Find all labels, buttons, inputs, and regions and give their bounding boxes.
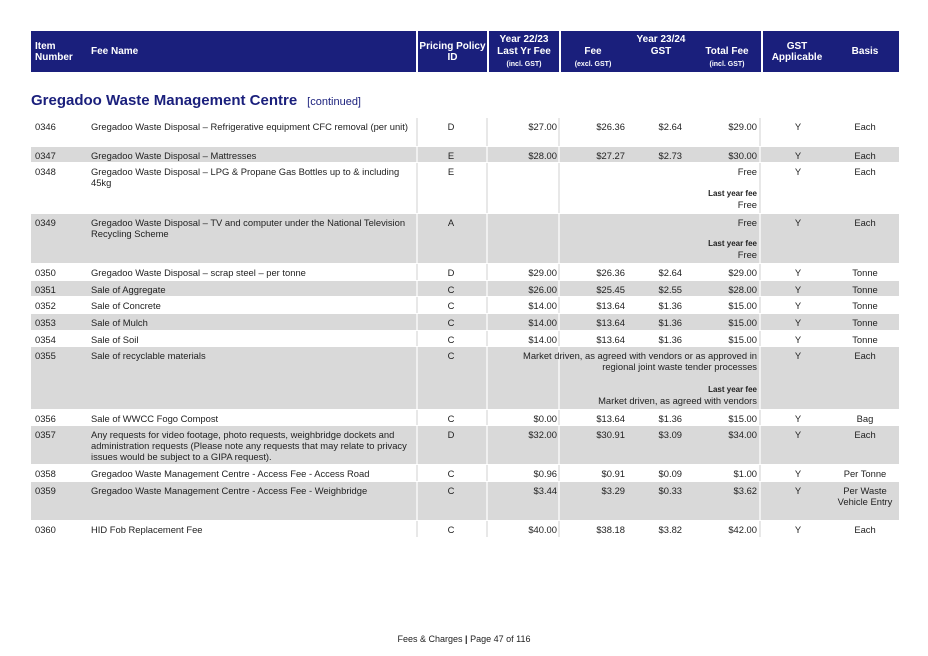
fee-excl-gst: $30.91 [596,429,625,440]
column-divider [759,163,761,213]
last-year-fee-label: Last year fee [708,239,757,248]
last-year-fee: $26.00 [528,284,557,295]
basis: Tonne [852,284,878,295]
basis: Each [854,166,876,177]
basis: Per Tonne [843,468,887,479]
table-row [31,163,899,213]
basis: Each [854,350,876,361]
fee-excl-gst: $3.29 [601,485,625,496]
last-year-fee: $32.00 [528,429,557,440]
header-band-gst-basis [763,31,899,72]
last-year-fee-value: Market driven, as agreed with vendors [598,395,757,406]
column-divider [759,297,761,313]
column-divider [486,521,488,537]
header-pricing-policy: Pricing Policy ID [419,41,486,63]
item-number: 0347 [35,150,56,161]
basis: Each [854,217,876,228]
footer-doc-title: Fees & Charges [397,634,463,644]
column-divider [759,465,761,481]
header-excl-gst: (excl. GST) [574,61,612,68]
footer-page-number: Page 47 of 116 [470,634,531,644]
column-divider [486,347,488,409]
header-incl-gst: (incl. GST) [506,61,542,68]
item-number: 0353 [35,317,56,328]
gst-applicable: Y [794,300,802,311]
table-row [31,281,899,296]
last-year-fee: $40.00 [528,524,557,535]
last-year-fee: $28.00 [528,150,557,161]
gst-amount: $2.73 [658,150,682,161]
total-fee: $1.00 [733,468,757,479]
pricing-policy: C [447,350,455,361]
header-last-yr-fee: Last Yr Fee [497,46,551,57]
fee-excl-gst: $26.36 [596,121,625,132]
total-fee: $15.00 [728,334,757,345]
last-year-fee: $14.00 [528,334,557,345]
fee-name: Sale of Aggregate [91,284,166,295]
item-number: 0354 [35,334,56,345]
basis: Each [854,121,876,132]
section-title-text: Gregadoo Waste Management Centre [31,92,298,109]
gst-amount: $2.55 [658,284,682,295]
basis: Each [854,150,876,161]
column-divider [759,331,761,346]
footer-separator: | [465,634,468,644]
column-divider [486,426,488,464]
header-gst-applicable: GST Applicable [771,41,823,63]
gst-applicable: Y [794,166,802,177]
gst-applicable: Y [794,267,802,278]
item-number: 0349 [35,217,56,228]
gst-amount: $1.36 [658,317,682,328]
fee-excl-gst: $13.64 [596,317,625,328]
last-year-fee-value: Free [737,249,757,260]
pricing-policy: E [447,166,455,177]
last-year-fee: $14.00 [528,300,557,311]
gst-amount: $3.82 [658,524,682,535]
gst-applicable: Y [794,429,802,440]
column-divider [759,281,761,296]
basis: Tonne [852,334,878,345]
gst-applicable: Y [794,217,802,228]
gst-applicable: Y [794,317,802,328]
gst-applicable: Y [794,284,802,295]
table-row [31,331,899,346]
column-divider [759,426,761,464]
item-number: 0351 [35,284,56,295]
column-divider [759,521,761,537]
column-divider [759,264,761,280]
column-divider [558,147,560,162]
total-fee: $28.00 [728,284,757,295]
fee-name: Gregadoo Waste Disposal – scrap steel – per tonne [91,267,306,278]
fee-name: HID Fob Replacement Fee [91,524,203,535]
column-divider [759,347,761,409]
fee-note: Market driven, as agreed with vendors or as approved in regional joint waste tender processes [523,350,757,372]
item-number: 0348 [35,166,56,177]
pricing-policy: C [447,413,455,424]
column-divider [486,163,488,213]
last-year-fee: $0.00 [533,413,557,424]
column-divider [759,147,761,162]
header-year-curr: Year 23/24 [636,34,686,45]
header-basis: Basis [851,46,879,57]
column-divider [558,118,560,146]
header-band-curr-year [561,31,761,72]
table-row [31,214,899,263]
basis: Tonne [852,267,878,278]
gst-applicable: Y [794,350,802,361]
column-divider [558,264,560,280]
header-band-prev-year [489,31,559,72]
column-divider [759,410,761,425]
column-divider [486,297,488,313]
basis: Bag [856,413,874,424]
pricing-policy: C [447,524,455,535]
gst-applicable: Y [794,150,802,161]
column-divider [558,521,560,537]
total-fee: $42.00 [728,524,757,535]
fee-excl-gst: $38.18 [596,524,625,535]
table-row [31,147,899,162]
pricing-policy: D [447,267,455,278]
last-year-fee: $3.44 [533,485,557,496]
fee-name: Gregadoo Waste Disposal – LPG & Propane Gas Bottles up to & including 45kg [91,166,400,188]
last-year-fee: $14.00 [528,317,557,328]
total-fee: $34.00 [728,429,757,440]
column-divider [486,214,488,263]
gst-amount: $2.64 [658,121,682,132]
table-row [31,297,899,313]
table-row [31,465,899,481]
fee-name: Sale of Soil [91,334,139,345]
table-row [31,314,899,330]
column-divider [486,465,488,481]
basis: Tonne [852,317,878,328]
column-divider [558,426,560,464]
column-divider [558,465,560,481]
column-divider [558,331,560,346]
fee-name: Gregadoo Waste Disposal – TV and computer under the National Television Recycling Scheme [91,217,406,239]
gst-amount: $1.36 [658,413,682,424]
column-divider [558,482,560,520]
gst-amount: $1.36 [658,334,682,345]
gst-amount: $1.36 [658,300,682,311]
total-fee: $15.00 [728,300,757,311]
pricing-policy: D [447,429,455,440]
last-year-fee-label: Last year fee [708,385,757,394]
page-footer [0,634,928,644]
column-divider [486,314,488,330]
fee-excl-gst: $13.64 [596,413,625,424]
header-incl-gst-total: (incl. GST) [709,61,745,68]
table-row [31,482,899,520]
last-year-fee-label: Last year fee [708,189,757,198]
fee-name: Sale of WWCC Fogo Compost [91,413,219,424]
column-divider [759,214,761,263]
header-fee: Fee [584,46,602,57]
section-continued: [continued] [307,96,361,108]
section-title [31,92,361,109]
gst-applicable: Y [794,485,802,496]
fee-name: Sale of Mulch [91,317,148,328]
last-year-fee-value: Free [737,199,757,210]
item-number: 0350 [35,267,56,278]
table-row [31,521,899,537]
pricing-policy: C [447,485,455,496]
item-number: 0359 [35,485,56,496]
item-number: 0357 [35,429,56,440]
table-row [31,347,899,409]
fee-note: Free [737,166,757,177]
item-number: 0355 [35,350,56,361]
gst-applicable: Y [794,468,802,479]
pricing-policy: C [447,468,455,479]
fee-excl-gst: $13.64 [596,334,625,345]
fee-excl-gst: $26.36 [596,267,625,278]
header-fee-name: Fee Name [91,46,139,57]
fee-excl-gst: $13.64 [596,300,625,311]
fee-name: Gregadoo Waste Management Centre - Access Fee - Weighbridge [91,485,368,496]
header-year-prev: Year 22/23 [499,34,549,45]
gst-amount: $0.09 [658,468,682,479]
fee-name: Gregadoo Waste Disposal – Refrigerative equipment CFC removal (per unit) [91,121,408,132]
gst-applicable: Y [794,334,802,345]
item-number: 0346 [35,121,56,132]
header-gst: GST [650,46,672,57]
basis: Tonne [852,300,878,311]
column-divider [486,118,488,146]
total-fee: $30.00 [728,150,757,161]
last-year-fee: $0.96 [533,468,557,479]
item-number: 0358 [35,468,56,479]
fee-excl-gst: $0.91 [601,468,625,479]
fee-name: Gregadoo Waste Management Centre - Access Fee - Access Road [91,468,370,479]
pricing-policy: D [447,121,455,132]
basis: Each [854,524,876,535]
header-item-number: Item Number [35,41,73,63]
basis: Each [854,429,876,440]
pricing-policy: C [447,284,455,295]
column-divider [759,482,761,520]
fee-excl-gst: $25.45 [596,284,625,295]
total-fee: $29.00 [728,121,757,132]
column-divider [759,118,761,146]
item-number: 0352 [35,300,56,311]
gst-applicable: Y [794,524,802,535]
total-fee: $15.00 [728,317,757,328]
fee-note: Free [737,217,757,228]
pricing-policy: C [447,334,455,345]
column-divider [486,281,488,296]
gst-amount: $3.09 [658,429,682,440]
gst-amount: $0.33 [658,485,682,496]
gst-applicable: Y [794,121,802,132]
fee-name: Any requests for video footage, photo requests, weighbridge dockets and administration requests (Please note any requests that may relate to privacy issues would be subject to a GIPA request). [91,429,407,462]
last-year-fee: $27.00 [528,121,557,132]
total-fee: $15.00 [728,413,757,424]
pricing-policy: E [447,150,455,161]
header-band-policy [418,31,487,72]
column-divider [558,281,560,296]
column-divider [558,297,560,313]
column-divider [486,264,488,280]
column-divider [486,410,488,425]
column-divider [486,482,488,520]
column-divider [558,410,560,425]
table-row [31,118,899,146]
fee-name: Sale of Concrete [91,300,161,311]
basis: Per Waste Vehicle Entry [837,485,893,507]
gst-amount: $2.64 [658,267,682,278]
last-year-fee: $29.00 [528,267,557,278]
pricing-policy: C [447,317,455,328]
table-row [31,264,899,280]
column-divider [486,331,488,346]
item-number: 0356 [35,413,56,424]
total-fee: $29.00 [728,267,757,278]
header-total-fee: Total Fee [705,46,749,57]
table-row [31,426,899,464]
fee-name: Sale of recyclable materials [91,350,206,361]
fee-name: Gregadoo Waste Disposal – Mattresses [91,150,257,161]
table-row [31,410,899,425]
total-fee: $3.62 [733,485,757,496]
pricing-policy: C [447,300,455,311]
header-band-item [31,31,416,72]
gst-applicable: Y [794,413,802,424]
item-number: 0360 [35,524,56,535]
column-divider [558,314,560,330]
column-divider [486,147,488,162]
column-divider [759,314,761,330]
fee-excl-gst: $27.27 [596,150,625,161]
pricing-policy: A [447,217,455,228]
